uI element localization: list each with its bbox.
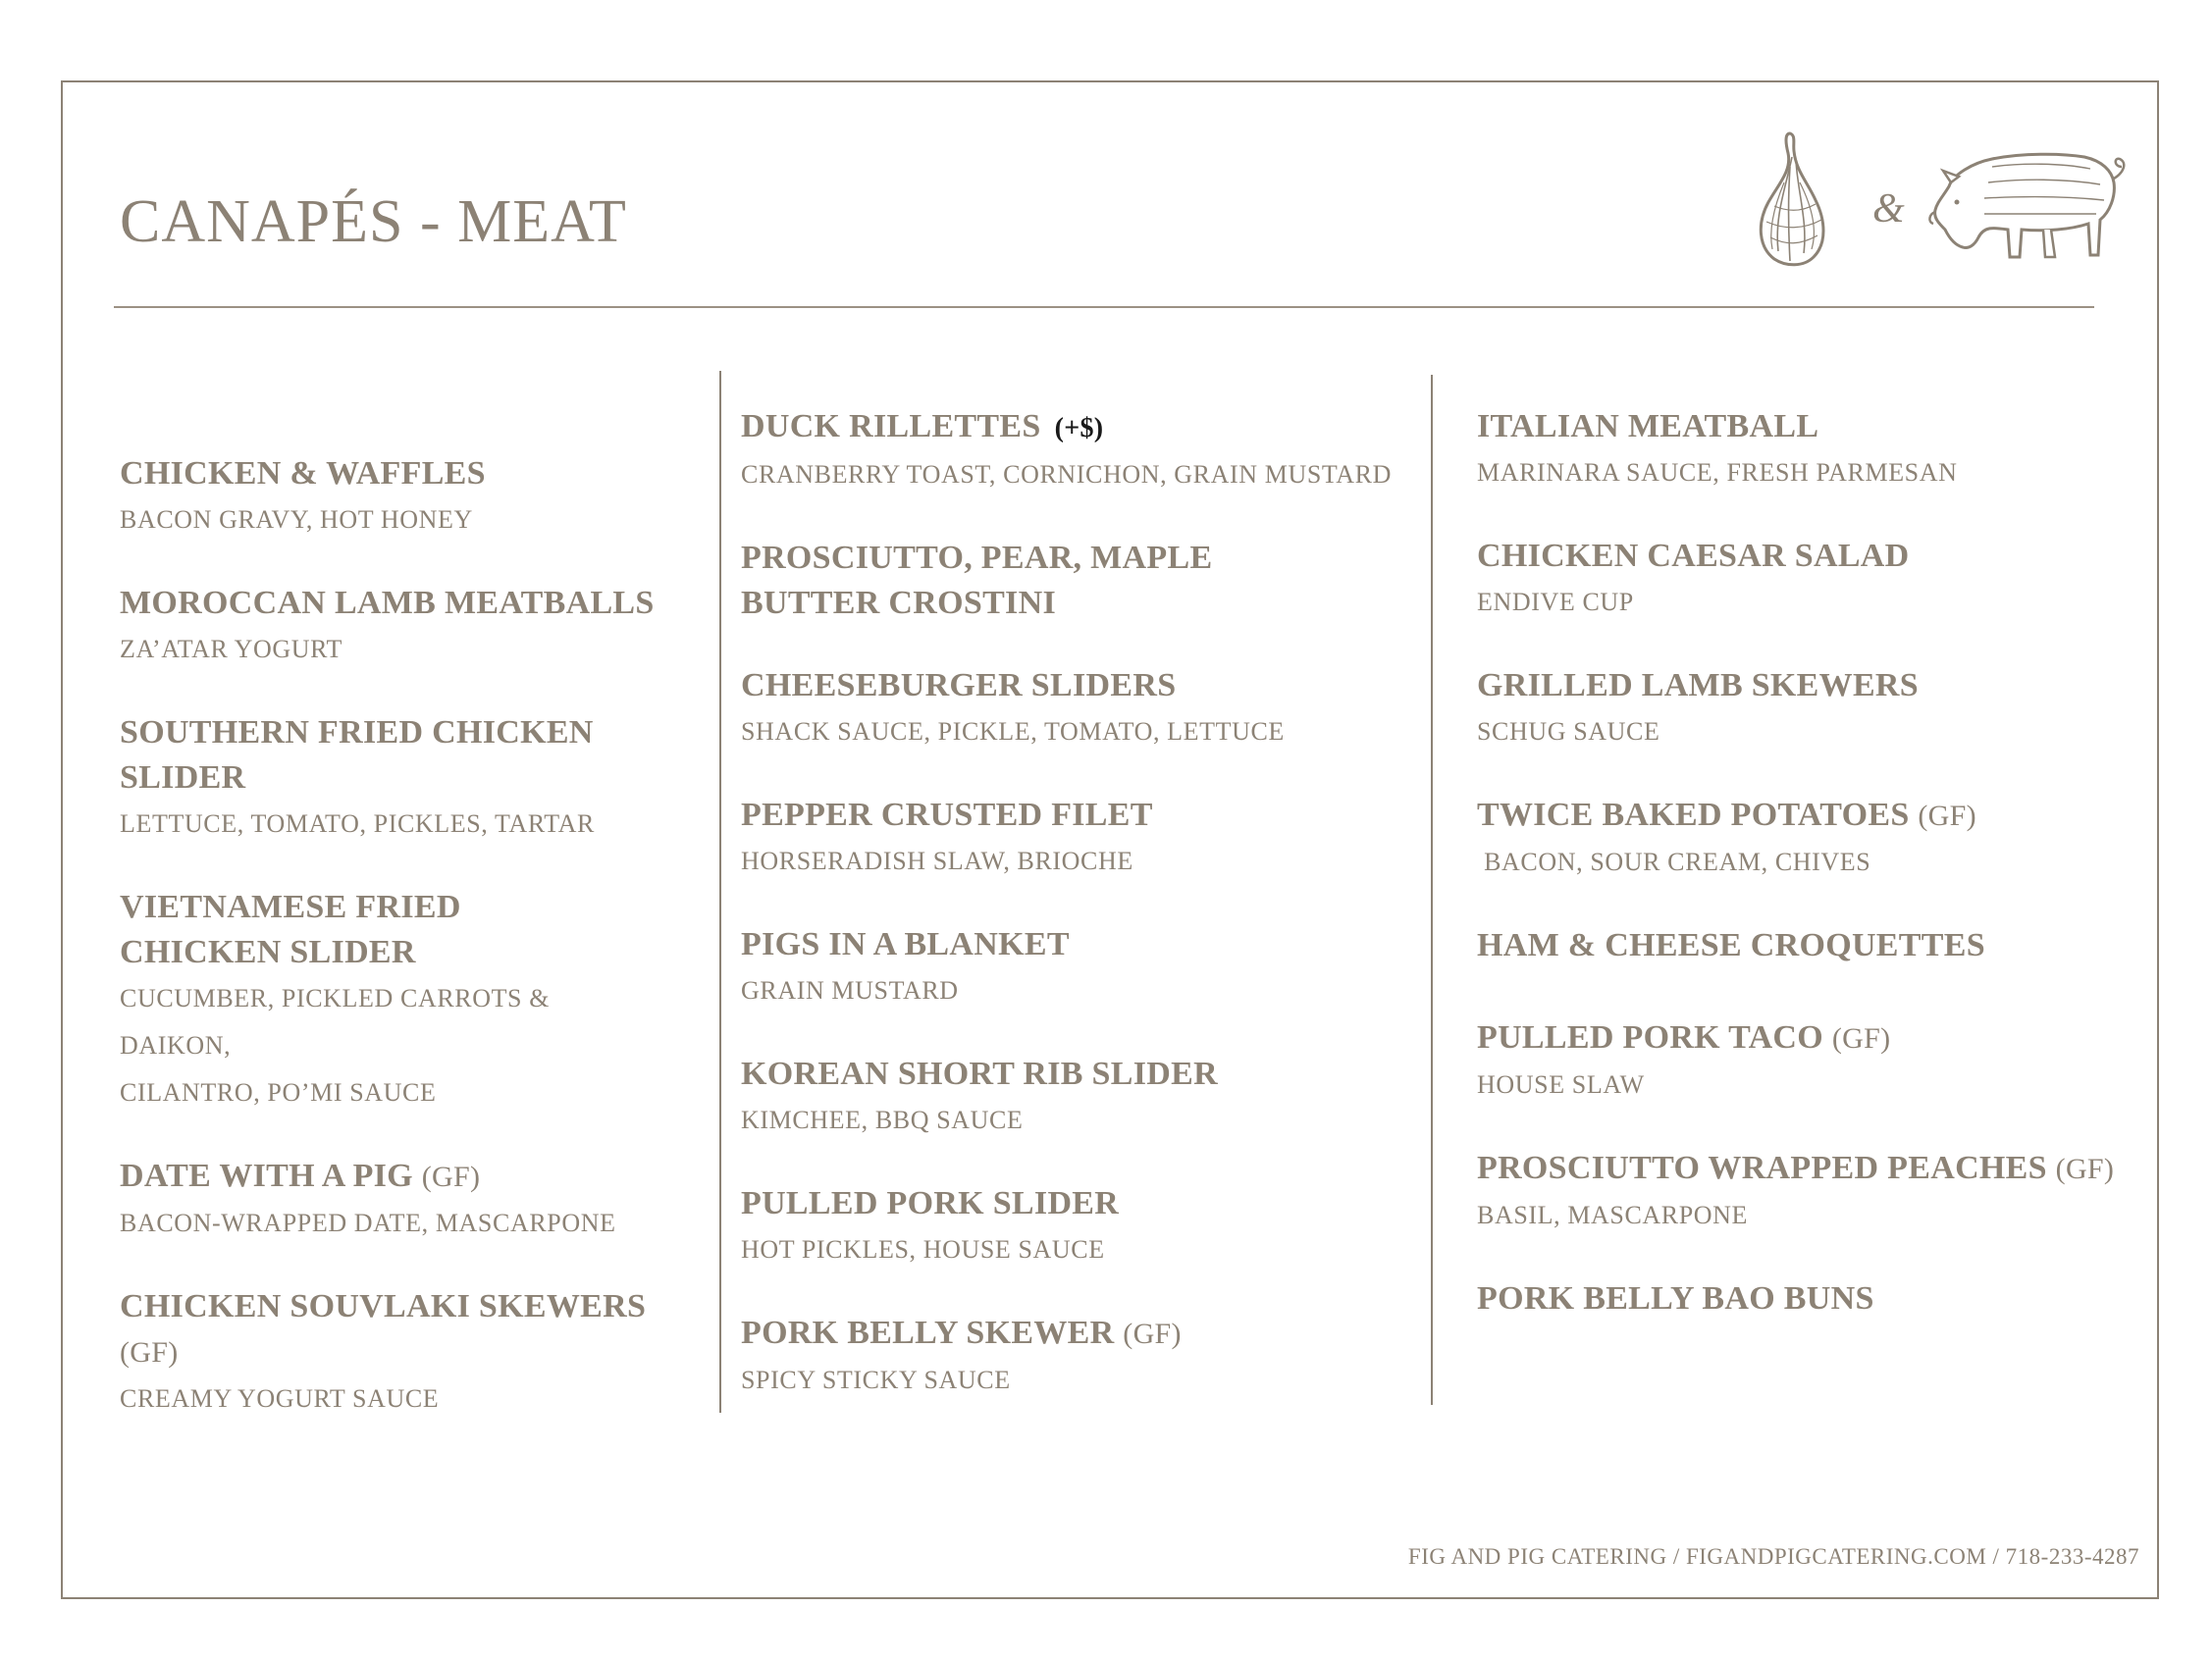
item-description: ENDIVE CUP xyxy=(1477,588,1634,616)
item-name: PIGS IN A BLANKET xyxy=(741,926,1070,962)
menu-column-3 xyxy=(1477,404,2144,1322)
item-description: SCHUG SAUCE xyxy=(1477,717,1660,746)
header-divider xyxy=(114,306,2094,308)
item-description: LETTUCE, TOMATO, PICKLES, TARTAR xyxy=(120,809,595,838)
item-name: HAM & CHEESE CROQUETTES xyxy=(1477,927,1985,963)
logo-ampersand: & xyxy=(1872,186,1905,232)
column-divider-2 xyxy=(1431,375,1433,1405)
menu-item xyxy=(741,1052,1418,1144)
item-name: DATE WITH A PIG (GF) xyxy=(120,1158,481,1194)
item-name: CHEESEBURGER SLIDERS xyxy=(741,667,1177,703)
item-name: SOUTHERN FRIED CHICKEN SLIDER xyxy=(120,714,594,796)
item-description: GRAIN MUSTARD xyxy=(741,976,959,1005)
item-description: CREAMY YOGURT SAUCE xyxy=(120,1384,440,1413)
item-name: PEPPER CRUSTED FILET xyxy=(741,797,1153,833)
item-description: HOT PICKLES, HOUSE SAUCE xyxy=(741,1235,1105,1264)
menu-item xyxy=(1477,534,2144,626)
item-description: HOUSE SLAW xyxy=(1477,1070,1645,1099)
menu-item xyxy=(741,922,1418,1014)
menu-item xyxy=(1477,1276,2144,1322)
item-description: MARINARA SAUCE, FRESH PARMESAN xyxy=(1477,458,1958,487)
item-name: TWICE BAKED POTATOES (GF) xyxy=(1477,797,1976,833)
menu-item xyxy=(120,885,630,1116)
item-name: CHICKEN CAESAR SALAD xyxy=(1477,538,1910,574)
menu-item xyxy=(1477,1015,2144,1109)
pig-icon xyxy=(1929,154,2124,257)
item-description: CRANBERRY TOAST, CORNICHON, GRAIN MUSTARD xyxy=(741,460,1392,489)
menu-item xyxy=(741,663,1418,755)
item-name: CHICKEN & WAFFLES xyxy=(120,455,486,492)
menu-item xyxy=(120,1284,709,1423)
item-name: ITALIAN MEATBALL xyxy=(1477,408,1819,444)
column-divider-1 xyxy=(719,371,721,1413)
menu-item xyxy=(1477,404,2144,496)
menu-item xyxy=(1477,923,2144,968)
menu-item xyxy=(120,710,709,848)
menu-item xyxy=(1477,793,2144,886)
item-description: ZA’ATAR YOGURT xyxy=(120,635,342,663)
gluten-free-tag: (GF) xyxy=(120,1336,179,1369)
menu-item xyxy=(1477,1146,2144,1239)
gluten-free-tag: (GF) xyxy=(1918,800,1976,832)
page-title: CANAPÉS - MEAT xyxy=(120,188,627,255)
menu-item xyxy=(741,404,1418,498)
menu-item xyxy=(741,793,1418,885)
menu-column-1 xyxy=(120,451,709,1423)
fig-icon xyxy=(1761,133,1823,265)
gluten-free-tag: (GF) xyxy=(1831,1022,1891,1055)
footer-contact: FIG AND PIG CATERING / FIGANDPIGCATERING.COM / 718-233-4287 xyxy=(1407,1544,2139,1569)
item-name: PULLED PORK TACO (GF) xyxy=(1477,1019,1891,1056)
gluten-free-tag: (GF) xyxy=(421,1161,481,1193)
item-description: BACON, SOUR CREAM, CHIVES xyxy=(1477,848,1871,876)
item-name: GRILLED LAMB SKEWERS xyxy=(1477,667,1919,703)
item-description: BACON-WRAPPED DATE, MASCARPONE xyxy=(120,1209,616,1237)
item-name: MOROCCAN LAMB MEATBALLS xyxy=(120,585,655,621)
item-name: KOREAN SHORT RIB SLIDER xyxy=(741,1056,1218,1092)
gluten-free-tag: (GF) xyxy=(1123,1318,1182,1350)
item-description: SHACK SAUCE, PICKLE, TOMATO, LETTUCE xyxy=(741,717,1285,746)
item-description: BASIL, MASCARPONE xyxy=(1477,1201,1749,1229)
item-description: HORSERADISH SLAW, BRIOCHE xyxy=(741,847,1133,875)
item-name: PROSCIUTTO, PEAR, MAPLE BUTTER CROSTINI xyxy=(741,540,1213,621)
menu-item xyxy=(741,1181,1418,1273)
item-name: PULLED PORK SLIDER xyxy=(741,1185,1120,1221)
menu-item xyxy=(741,1311,1418,1404)
item-name: PORK BELLY BAO BUNS xyxy=(1477,1280,1874,1317)
item-description: BACON GRAVY, HOT HONEY xyxy=(120,505,473,534)
menu-item xyxy=(120,451,709,544)
menu-item xyxy=(741,536,1349,626)
menu-item xyxy=(120,1154,709,1247)
item-name: CHICKEN SOUVLAKI SKEWERS (GF) xyxy=(120,1288,647,1369)
menu-item xyxy=(1477,663,2144,755)
gluten-free-tag: (GF) xyxy=(2055,1153,2115,1185)
item-description: CILANTRO, PO’MI SAUCE xyxy=(120,1078,437,1107)
item-name: PROSCIUTTO WRAPPED PEACHES (GF) xyxy=(1477,1150,2115,1186)
item-name: PORK BELLY SKEWER (GF) xyxy=(741,1315,1182,1351)
upcharge-tag: (+$) xyxy=(1054,413,1104,443)
menu-column-2 xyxy=(741,404,1418,1404)
fig-and-pig-logo xyxy=(1727,128,2139,275)
item-description: KIMCHEE, BBQ SAUCE xyxy=(741,1106,1024,1134)
menu-item xyxy=(120,581,709,673)
item-description: SPICY STICKY SAUCE xyxy=(741,1366,1011,1394)
item-name: VIETNAMESE FRIED CHICKEN SLIDER xyxy=(120,889,461,970)
item-description: CUCUMBER, PICKLED CARROTS & DAIKON, xyxy=(120,984,551,1060)
item-name: DUCK RILLETTES (+$) xyxy=(741,408,1104,444)
